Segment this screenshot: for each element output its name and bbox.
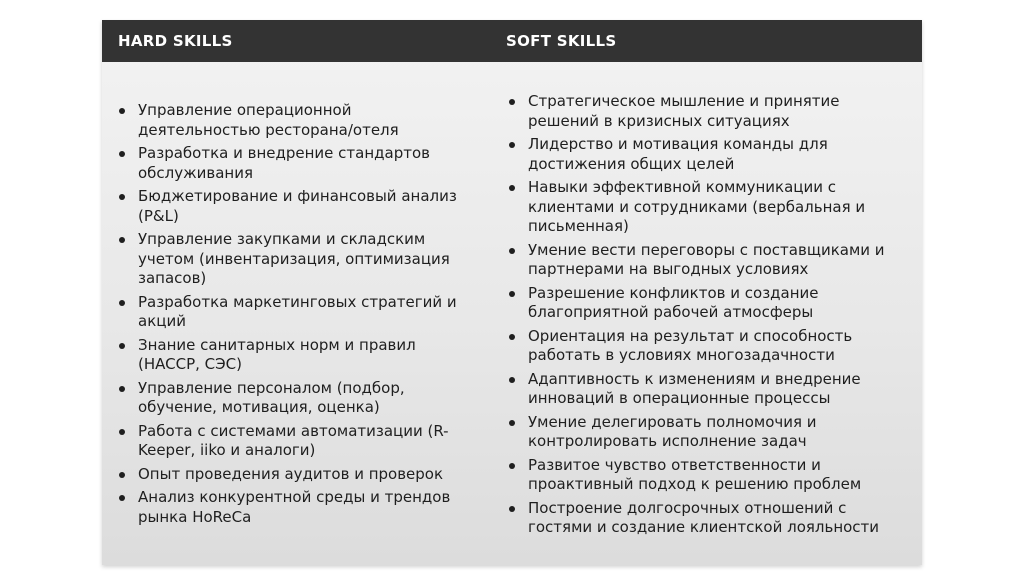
soft-skills-list — [506, 92, 910, 542]
list-item — [116, 465, 476, 485]
hard-skills-heading: HARD SKILLS — [118, 32, 233, 50]
hard-skill-text: Работа с системами автоматизации (R-Keeper, iiko и аналоги) — [138, 421, 449, 459]
hard-skill-text: Бюджетирование и финансовый анализ (P&L) — [138, 187, 457, 225]
list-item — [116, 488, 476, 527]
bullet-icon — [119, 429, 125, 435]
bullet-icon — [509, 463, 515, 469]
bullet-icon — [509, 420, 515, 426]
list-item — [506, 92, 910, 131]
soft-skill-text: Умение делегировать полномочия и контролировать исполнение задач — [528, 412, 817, 450]
soft-skill-text: Адаптивность к изменениям и внедрение инноваций в операционные процессы — [528, 369, 861, 407]
bullet-icon — [509, 185, 515, 191]
bullet-icon — [509, 142, 515, 148]
list-item — [116, 422, 476, 461]
list-item — [116, 336, 476, 375]
list-item — [506, 456, 910, 495]
list-item — [116, 293, 476, 332]
list-item — [116, 230, 476, 289]
bullet-icon — [119, 343, 125, 349]
bullet-icon — [509, 506, 515, 512]
bullet-icon — [119, 495, 125, 501]
soft-skill-text: Развитое чувство ответственности и проактивный подход к решению проблем — [528, 455, 862, 493]
hard-skill-text: Управление персоналом (подбор, обучение, мотивация, оценка) — [138, 378, 405, 416]
list-item — [506, 241, 910, 280]
soft-skill-text: Разрешение конфликтов и создание благоприятной рабочей атмосферы — [528, 283, 819, 321]
bullet-icon — [119, 472, 125, 478]
soft-skill-text: Умение вести переговоры с поставщиками и партнерами на выгодных условиях — [528, 240, 885, 278]
bullet-icon — [509, 377, 515, 383]
table-header — [102, 20, 922, 62]
bullet-icon — [119, 237, 125, 243]
hard-skill-text: Знание санитарных норм и правил (HACCP, СЭС) — [138, 335, 416, 373]
bullet-icon — [509, 99, 515, 105]
skills-table — [102, 20, 922, 565]
hard-skill-text: Анализ конкурентной среды и трендов рынка HoReCa — [138, 488, 451, 526]
hard-skill-text: Опыт проведения аудитов и проверок — [138, 464, 444, 483]
soft-skill-text: Навыки эффективной коммуникации с клиентами и сотрудниками (вербальная и письменная) — [528, 178, 866, 235]
list-item — [506, 413, 910, 452]
bullet-icon — [509, 334, 515, 340]
bullet-icon — [119, 151, 125, 157]
list-item — [506, 284, 910, 323]
list-item — [506, 135, 910, 174]
list-item — [116, 101, 476, 140]
list-item — [506, 370, 910, 409]
soft-skill-text: Стратегическое мышление и принятие решений в кризисных ситуациях — [528, 92, 840, 130]
hard-skill-text: Разработка и внедрение стандартов обслуживания — [138, 144, 431, 182]
soft-skill-text: Ориентация на результат и способность работать в условиях многозадачности — [528, 326, 853, 364]
list-item — [116, 187, 476, 226]
hard-skill-text: Разработка маркетинговых стратегий и акций — [138, 292, 457, 330]
soft-skill-text: Лидерство и мотивация команды для достижения общих целей — [528, 135, 828, 173]
hard-skill-text: Управление операционной деятельностью ресторана/отеля — [138, 101, 399, 139]
bullet-icon — [119, 194, 125, 200]
bullet-icon — [509, 248, 515, 254]
bullet-icon — [119, 386, 125, 392]
bullet-icon — [119, 300, 125, 306]
bullet-icon — [509, 291, 515, 297]
hard-skills-list — [116, 101, 476, 531]
hard-skill-text: Управление закупками и складским учетом (инвентаризация, оптимизация запасов) — [138, 230, 450, 287]
list-item — [506, 327, 910, 366]
list-item — [116, 379, 476, 418]
list-item — [506, 178, 910, 237]
soft-skill-text: Построение долгосрочных отношений с гостями и создание клиентской лояльности — [528, 498, 880, 536]
list-item — [116, 144, 476, 183]
bullet-icon — [119, 108, 125, 114]
soft-skills-heading: SOFT SKILLS — [506, 32, 617, 50]
list-item — [506, 499, 910, 538]
